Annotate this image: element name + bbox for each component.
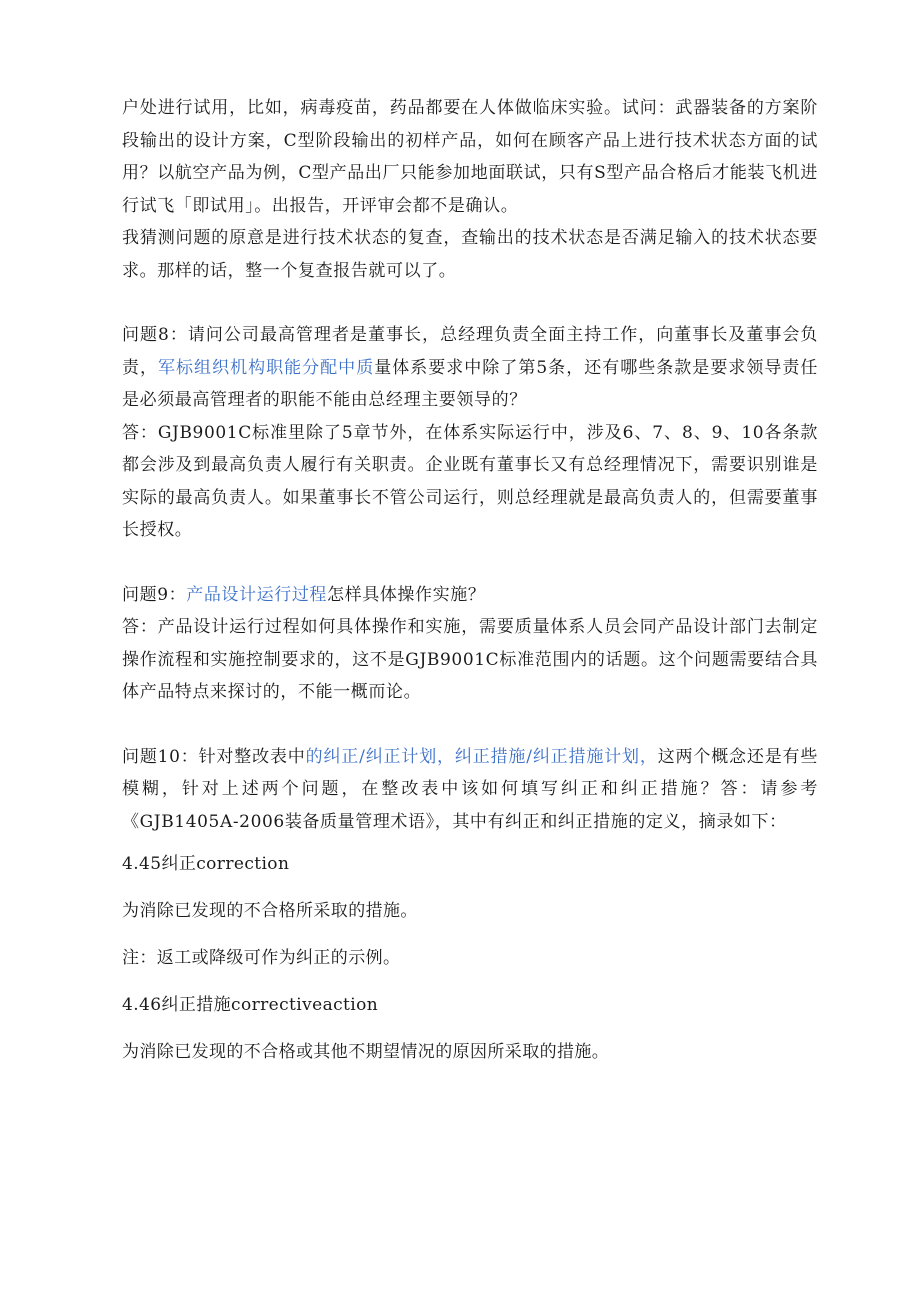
question-10	[122, 741, 818, 839]
question-8-link[interactable]: 军标组织机构职能分配中质	[158, 357, 375, 378]
term-4-45-definition: 为消除已发现的不合格所采取的措施。	[122, 901, 418, 921]
document-page	[122, 92, 818, 1065]
term-4-45-note: 注：返工或降级可作为纠正的示例。	[122, 948, 401, 968]
question-10-link[interactable]: 的纠正/纠正计划，纠正措施/纠正措施计划，	[305, 746, 658, 767]
question-10-text-a: 问题10：针对整改表中	[122, 746, 306, 767]
question-9-text-b: 怎样具体操作实施？	[327, 584, 486, 605]
question-9-text-a: 问题9：	[122, 584, 187, 605]
question-10-text-b: 这两个概念还是有些模糊，针对上述两个问题，在整改表中该如何填写纠正和纠正措施？答：请参考《GJB1405A-2006装备质量管理术语》，其中有纠正和纠正措施的定义，摘录如下：	[122, 746, 818, 832]
question-8	[122, 319, 818, 417]
question-8-text-a: 问题8：请问公司最高管理者是董事长，总经理负责全面主持工作，向董事长及董事会负责，	[122, 325, 818, 378]
question-9-link[interactable]: 产品设计运行过程	[186, 584, 328, 605]
answer-9: 答：产品设计运行过程如何具体操作和实施，需要质量体系人员会同产品设计部门去制定操作流程和实施控制要求的，这不是GJB9001C标准范围内的话题。这个问题需要结合具体产品特点来探讨的，不能一概而论。	[122, 617, 818, 702]
answer-8: 答：GJB9001C标准里除了5章节外，在体系实际运行中，涉及6、7、8、9、10各条款都会涉及到最高负责人履行有关职责。企业既有董事长又有总经理情况下，需要识别谁是实际的最高负责人。如果董事长不管公司运行，则总经理就是最高负责人的，但需要董事长授权。	[122, 422, 818, 540]
term-4-46-heading: 4.46纠正措施correctiveaction	[122, 995, 379, 1015]
question-9	[122, 579, 818, 612]
term-4-45-heading: 4.45纠正correction	[122, 854, 290, 874]
paragraph-guess: 我猜测问题的原意是进行技术状态的复查，查输出的技术状态是否满足输入的技术状态要求。那样的话，整一个复查报告就可以了。	[122, 228, 818, 281]
question-8-text-b: 量体系要求中除了第5条，还有哪些条款是要求领导责任是必须最高管理者的职能不能由总经理主要领导的？	[122, 357, 818, 410]
paragraph-trial: 户处进行试用，比如，病毒疫苗，药品都要在人体做临床实验。试问：武器装备的方案阶段输出的设计方案，C型阶段输出的初样产品，如何在顾客产品上进行技术状态方面的试用？以航空产品为例，C型产品出厂只能参加地面联试，只有S型产品合格后才能装飞机进行试飞「即试用」。出报告，开评审会都不是确认。	[122, 98, 818, 216]
term-4-46-definition: 为消除已发现的不合格或其他不期望情况的原因所采取的措施。	[122, 1042, 610, 1062]
